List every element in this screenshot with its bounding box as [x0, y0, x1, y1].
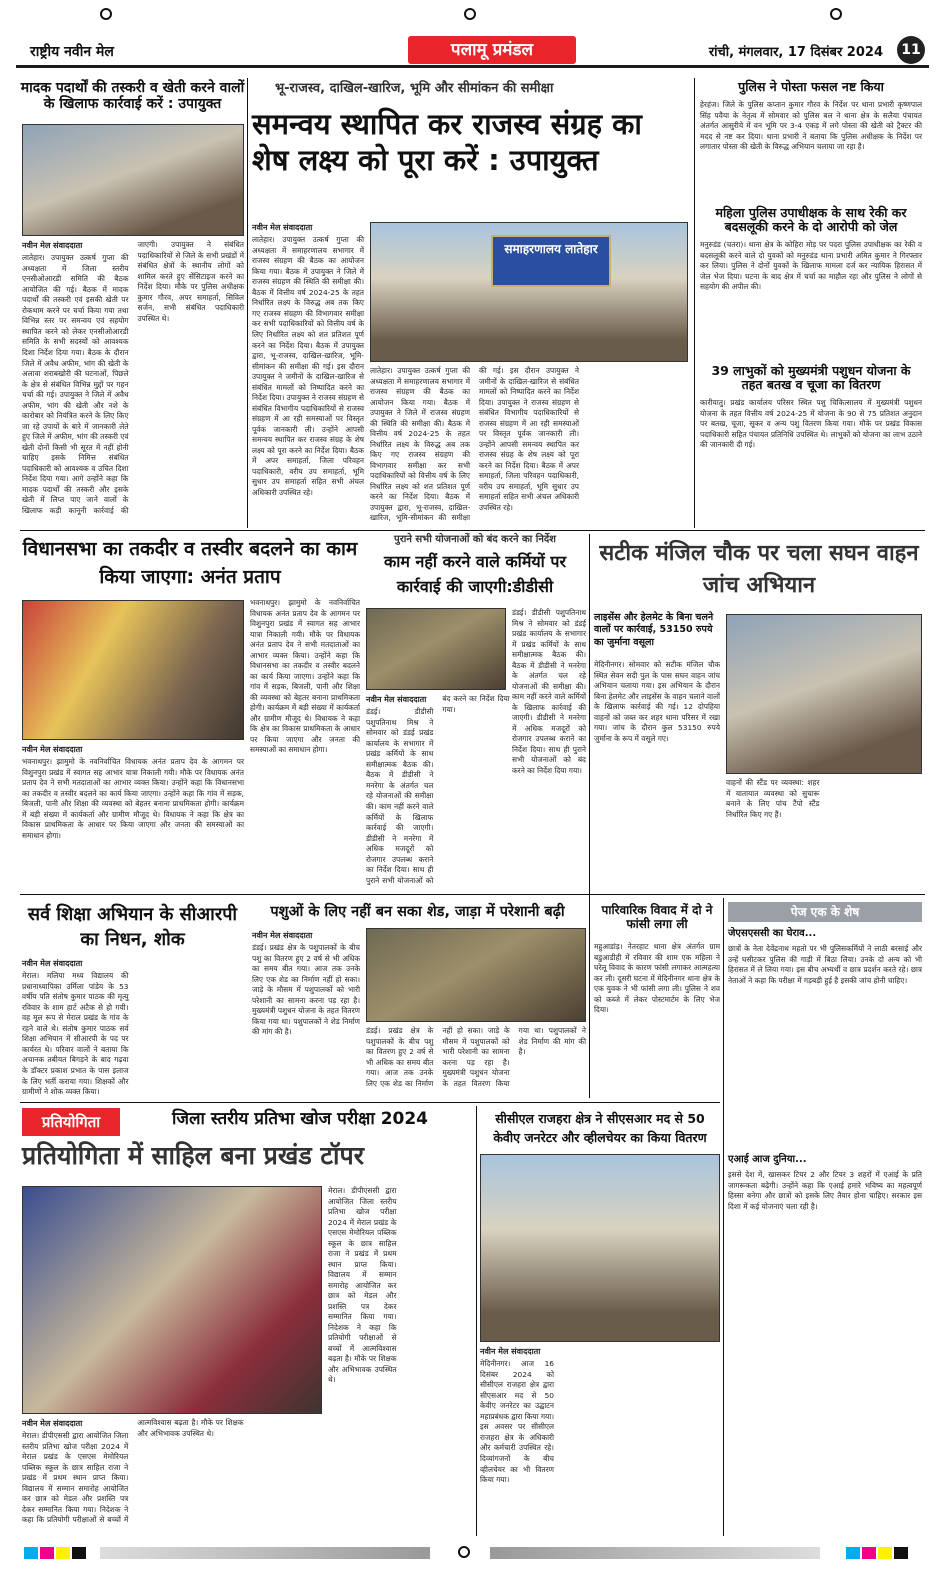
- story2-text-cont: लातेहार। उपायुक्त उत्कर्ष गुप्ता की अध्यक्षता में समाहरणालय सभागार में राजस्व संग्रहण की बैठक का आयोजन किया गया। बैठक में उपायुक्त ने जिले में राजस्व संग्रहण की स्थिति की समीक्षा की। बैठक में वित्तीय वर्ष 2024-25 के तहत निर्धारित लक्ष्य के विरुद्ध अब तक किए गए राजस्व संग्रहण की विभागवार समीक्षा कर सभी पदाधिकारियों को वित्तीय वर्ष के लिए निर्धारित लक्ष्य को शत प्रतिशत पूर्ण करने का निर्देश दिया। बैठक में उपायुक्त द्वारा, भू-राजस्व, दाखिल-खारिज, भूमि-सीमांकन की समीक्षा की गई। इस दौरान उपायुक्त ने जमीनों के दाखिल-खारिज से संबंधित मामलों को निष्पादित करने का निर्देश दिया। उपायुक्त ने राजस्व संग्रहण से संबंधित विभागीय पदाधिकारियों से राजस्व संग्रहण में आ रही समस्याओं पर विस्तृत पूर्वक जानकारी ली। उन्होंने आपसी समन्वय स्थापित कर राजस्व संग्रह के शेष लक्ष्य को पूरा करने का निर्देश दिया। बैठक में अपर समाहर्ता, जिला परिवहन पदाधिकारी, वरीय उप समाहर्ता, भूमि सुधार उप समाहर्ता सहित सभी अंचल अधिकारी उपस्थित रहे।: [370, 366, 579, 523]
- column-rule: [247, 78, 248, 528]
- story5-body: कारीयातु। प्रखंड कार्यालय परिसर स्थित पशु चिकित्सालय में मुख्यमंत्री पशुधन योजना के तहत वित्तीय वर्ष 2024-25 में योजना के 90 से 75 प्रतिशत अनुदान पर बतख, चूजा, सूकर व अन्य पशु वितरण किया गया। मौके पर प्रखंड विकास पदाधिकारी सहित पंचायत प्रतिनिधि उपस्थित थे। लाभुकों को योजना का लाभ उठाने की जानकारी दी गई।: [700, 398, 922, 450]
- color-bar-yellow: [878, 1547, 892, 1559]
- page-one-item2-body: इससे देश में, खासकर टियर 2 और टियर 3 शहरों में एआई के प्रति जागरूकता बढ़ेगी। उन्होंने कहा कि एआई हमारे भविष्य का महत्वपूर्ण हिस्सा बनेगा और छात्रों को इसके लिए तैयार होना चाहिए। सरकार इस दिशा में कई योजनाएं चला रही है।: [728, 1170, 922, 1211]
- story12-body: [22, 1418, 474, 1534]
- story1-body: [22, 240, 244, 526]
- column-rule: [476, 1106, 477, 1536]
- story12-tab: प्रतियोगिता: [22, 1108, 120, 1136]
- divider: [20, 1102, 720, 1103]
- story4-body: मनुरुडंड (चतरा)। थाना क्षेत्र के कोहिरा मोड़ पर पदरा पुलिस उपाधीक्षक का रेकी व बदसलूकी करने वाले दो युवकों को मनुरुडंड थाना प्रभारी अमित कुमार ने गिरफ्तार कर लिया। पुलिस ने दोनों युवकों के खिलाफ मामला दर्ज कर न्यायिक हिरासत में जेल भेज दिया। घटना के बाद क्षेत्र में चर्चा का माहौल रहा और पुलिस ने लोगों से सहयोग की अपील की।: [700, 240, 922, 292]
- story13-byline: नवीन मेल संवाददाता: [480, 1347, 541, 1356]
- story7-body-side: डंडई। डीडीसी पशुपतिनाथ मिश्र ने सोमवार को डंडई प्रखंड कार्यालय के सभागार में प्रखंड कर्मियों के साथ समीक्षात्मक बैठक की। बैठक में डीडीसी ने मनरेगा के अंतर्गत चल रहे योजनाओं की समीक्षा की। काम नहीं करने वाले कर्मियों के खिलाफ कार्रवाई की जाएगी। डीडीसी ने मनरेगा में अधिक मजदूरों को रोजगार उपलब्ध कराने का निर्देश दिया। साथ ही पुराने सभी योजनाओं को बंद करने का निर्देश दिया गया।: [512, 608, 586, 775]
- page-one-item1-body: छात्रों के नेता देवेंद्रनाथ महतो पर भी पुलिसकर्मियों ने लाठी बरसाई और उन्हें घसीटकर पुलिस की गाड़ी में बिठा लिया। उनके दो अन्य को भी हिरासत में ले लिया गया। इस बीच अभ्यर्थी व छात्र प्रदर्शन करते रहे। छात्र नेताओं ने कहा कि परीक्षा में गड़बड़ी हुई है इसकी जांच होनी चाहिए।: [728, 944, 922, 985]
- story6-body-cont: भवनाथपुर। झामुमो के नवनिर्वाचित विधायक अनंत प्रताप देव के आगमन पर विशुनपुरा प्रखंड में स्वागत सह आभार यात्रा निकाली गयी। मौके पर विधायक अनंत प्रताप देव ने सभी मतदाताओं का आभार व्यक्त किया। उन्होंने कहा कि विधानसभा का तकदीर व तस्वीर बदलने का कार्य किया जाएगा। उन्होंने कहा कि गांव में सड़क, बिजली, पानी और शिक्षा की व्यवस्था को बेहतर बनाना प्राथमिकता होगी। कार्यक्रम में बड़ी संख्या में कार्यकर्ता और ग्रामीण मौजूद थे। विधायक ने कहा कि क्षेत्र का विकास प्राथमिकता के आधार पर किया जाएगा और जनता की समस्याओं का समाधान होगा।: [250, 598, 360, 755]
- story10-text: डंडई। प्रखंड क्षेत्र के पशुपालकों के बीच पशु का वितरण हुए 2 वर्ष से भी अधिक का समय बीत गया। आज तक उनके लिए एक शेड का निर्माण नहीं हो सका। जाड़े के मौसम में पशुपालकों को भारी परेशानी का सामना करना पड़ रहा है। मुख्यमंत्री पशुधन योजना के तहत वितरण किया गया था। पशुपालकों ने शेड निर्माण की मांग की है।: [252, 943, 360, 1037]
- story10-byline: नवीन मेल संवाददाता: [252, 931, 313, 940]
- page-one-box-title: पेज एक के शेष: [728, 902, 922, 922]
- color-bar-magenta: [862, 1547, 876, 1559]
- story2-headline: समन्वय स्थापित कर राजस्व संग्रह का शेष लक्ष्य को पूरा करें : उपायुक्त: [252, 107, 642, 178]
- story7-photo: [366, 608, 506, 690]
- story2-byline: नवीन मेल संवाददाता: [252, 223, 313, 232]
- story11-headline: पारिवारिक विवाद में दो ने फांसी लगा ली: [601, 903, 713, 931]
- column-rule: [589, 534, 590, 1098]
- story7-body: [366, 694, 586, 892]
- story9-body: [22, 958, 244, 1098]
- column-rule: [723, 898, 724, 1536]
- color-bar-cyan: [24, 1547, 38, 1559]
- story8-subhead: लाइसेंस और हेलमेट के बिना चलने वालों पर कार्रवाई, 53150 रुपये का जुर्माना वसूला: [594, 612, 714, 648]
- story6-byline: नवीन मेल संवाददाता: [22, 745, 83, 754]
- story6-body: [22, 744, 244, 892]
- divider: [20, 894, 925, 895]
- column-rule: [694, 78, 695, 528]
- color-bar-black: [72, 1547, 86, 1559]
- registration-mark-bottom: [458, 1546, 470, 1558]
- story3-body: हेरहंज। जिले के पुलिस कप्तान कुमार गौरव के निर्देश पर थाना प्रभारी कृष्णपाल सिंह पवैया के नेतृत्व में सोमवार को पुलिस बल ने थाना क्षेत्र के सलैया पंचायत अंतर्गत आसुरीये में वन भूमि पर 3-4 एकड़ में लगे पोस्ता की खेती को ट्रैक्टर की मदद से नष्ट कर दिया। थाना प्रभारी ने बताया कि पुलिस अधीक्षक के निर्देश पर लगातार पोस्ता की खेती के विरुद्ध अभियान चलाया जा रहा है।: [700, 100, 922, 152]
- color-bar-black: [894, 1547, 908, 1559]
- story10-headline: पशुओं के लिए नहीं बन सका शेड, जाड़ा में परेशानी बढ़ी: [270, 904, 565, 920]
- story8-body-cont: वाहनों की स्टैंड पर व्यवस्था: शहर में यातायात व्यवस्था को सुचारू बनाने के लिए पांच टैंपो स्टैंड निर्धारित किए गए हैं।: [726, 778, 820, 819]
- grey-scale-bar: [490, 1547, 820, 1559]
- story7-byline: नवीन मेल संवाददाता: [366, 695, 427, 704]
- story2-kicker: भू-राजस्व, दाखिल-खारिज, भूमि और सीमांकन की समीक्षा: [275, 81, 554, 96]
- story9-headline: सर्व शिक्षा अभियान के सीआरपी का निधन, शोक: [27, 904, 238, 951]
- color-bar-cyan: [846, 1547, 860, 1559]
- story13-body: [480, 1346, 720, 1534]
- section-title: पलामू प्रमंडल: [408, 36, 576, 64]
- story8-body: मेदिनीनगर। सोमवार को सटीक मंजिल चौक स्थित सेवन सदी पुल के पास सघन वाहन जांच अभियान चलाया गया। इस अभियान के दौरान बिना हेलमेट और लाइसेंस के वाहन चलाने वालों के खिलाफ कार्रवाई की गई। 12 दोपहिया वाहनों को जब्त कर शहर थाना परिसर में रखा गया। जांच के दौरान कुल 53150 रुपये जुर्माना के रूप में वसूले गए।: [594, 660, 720, 743]
- story12-photo: [22, 1186, 322, 1414]
- grey-scale-bar: [100, 1547, 430, 1559]
- story12-body-side: मेराल। डीपीएससी द्वारा आयोजित जिला स्तरीय प्रतिभा खोज परीक्षा 2024 में मेराल प्रखंड के एसएस मेमोरियल पब्लिक स्कूल के छात्र साहिल राजा ने प्रखंड में प्रथम स्थान प्राप्त किया। विद्यालय में सम्मान समारोह आयोजित कर छात्र को मेडल और प्रशस्ति पत्र देकर सम्मानित किया गया। निदेशक ने कहा कि प्रतियोगी परीक्षाओं से बच्चों में आत्मविश्वास बढ़ता है। मौके पर शिक्षक और अभिभावक उपस्थित थे।: [328, 1186, 397, 1385]
- story2-text: लातेहार। उपायुक्त उत्कर्ष गुप्ता की अध्यक्षता में समाहरणालय सभागार में राजस्व संग्रहण की बैठक का आयोजन किया गया। बैठक में उपायुक्त ने जिले में राजस्व संग्रहण की स्थिति की समीक्षा की। बैठक में वित्तीय वर्ष 2024-25 के तहत निर्धारित लक्ष्य के विरुद्ध अब तक किए गए राजस्व संग्रहण की विभागवार समीक्षा कर सभी पदाधिकारियों को वित्तीय वर्ष के लिए निर्धारित लक्ष्य को शत प्रतिशत पूर्ण करने का निर्देश दिया। बैठक में उपायुक्त द्वारा, भू-राजस्व, दाखिल-खारिज, भूमि-सीमांकन की समीक्षा की गई। इस दौरान उपायुक्त ने जमीनों के दाखिल-खारिज से संबंधित मामलों को निष्पादित करने का निर्देश दिया। उपायुक्त ने राजस्व संग्रहण से संबंधित विभागीय पदाधिकारियों से राजस्व संग्रहण में आ रही समस्याओं पर विस्तृत पूर्वक जानकारी ली। उन्होंने आपसी समन्वय स्थापित कर राजस्व संग्रह के शेष लक्ष्य को पूरा करने का निर्देश दिया। बैठक में अपर समाहर्ता, जिला परिवहन पदाधिकारी, वरीय उप समाहर्ता, भूमि सुधार उप समाहर्ता सहित सभी अंचल अधिकारी उपस्थित रहे।: [252, 235, 364, 497]
- story12-text: मेराल। डीपीएससी द्वारा आयोजित जिला स्तरीय प्रतिभा खोज परीक्षा 2024 में मेराल प्रखंड के एसएस मेमोरियल पब्लिक स्कूल के छात्र साहिल राजा ने प्रखंड में प्रथम स्थान प्राप्त किया। विद्यालय में सम्मान समारोह आयोजित कर छात्र को मेडल और प्रशस्ति पत्र देकर सम्मानित किया गया। निदेशक ने कहा कि प्रतियोगी परीक्षाओं से बच्चों में आत्मविश्वास बढ़ता है। मौके पर शिक्षक और अभिभावक उपस्थित थे।: [22, 1418, 244, 1525]
- page-one-item2-title: एआई आज दुनिया...: [728, 1154, 807, 1165]
- masthead: [16, 34, 929, 68]
- story6-headline: विधानसभा का तकदीर व तस्वीर बदलने का काम किया जाएगा: अनंत प्रताप: [22, 538, 358, 588]
- story1-photo: [22, 124, 244, 236]
- page-number: 11: [897, 36, 925, 64]
- story2-body-col1: [252, 222, 364, 526]
- paper-name: राष्ट्रीय नवीन मेल: [30, 44, 114, 60]
- story8-headline: सटीक मंजिल चौक पर चला सघन वाहन जांच अभियान: [599, 541, 919, 598]
- story2-body-cont: [370, 366, 688, 526]
- story2-photo: [370, 222, 688, 362]
- story7-kicker: पुराने सभी योजनाओं को बंद करने का निर्देश: [394, 534, 556, 545]
- story3-headline: पुलिस ने पोस्ता फसल नष्ट किया: [738, 79, 884, 94]
- story10-body: [252, 930, 360, 1098]
- story12-headline: प्रतियोगिता में साहिल बना प्रखंड टॉपर: [22, 1141, 364, 1170]
- story8-photo: [726, 614, 922, 774]
- story1-byline: नवीन मेल संवाददाता: [22, 241, 83, 250]
- registration-mark-center: [464, 8, 476, 20]
- dateline: रांची, मंगलवार, 17 दिसंबर 2024: [708, 45, 883, 60]
- story1-headline: मादक पदार्थों की तस्करी व खेती करने वालों के खिलाफ कार्रवाई करें : उपायुक्त: [20, 80, 245, 113]
- story12-kicker: जिला स्तरीय प्रतिभा खोज परीक्षा 2024: [171, 1109, 429, 1129]
- story11-body: महुआडांड़। नेतरहाट थाना क्षेत्र अंतर्गत ग्राम बडुआडीही में रविवार की शाम एक महिला ने घरेलू विवाद के कारण फांसी लगाकर आत्महत्या कर ली। दूसरी घटना में मेदिनीनगर थाना क्षेत्र के एक युवक ने भी फांसी लगा ली। पुलिस ने शव को कब्जे में लेकर पोस्टमार्टम के लिए भेज दिया।: [594, 942, 720, 1015]
- story4-headline: महिला पुलिस उपाधीक्षक के साथ रेकी कर बदसलूकी करने के दो आरोपी को जेल: [715, 205, 907, 235]
- collectorate-sign: समाहरणालय लातेहार: [491, 235, 611, 287]
- registration-mark-right: [830, 8, 842, 20]
- story9-byline: नवीन मेल संवाददाता: [22, 959, 83, 968]
- story13-text: मेदिनीनगर। आज 16 दिसंबर 2024 को सीसीएल राजहरा क्षेत्र द्वारा सीएसआर मद से 50 केवीए जनरेटर का उद्घाटन महाप्रबंधक द्वारा किया गया। इस अवसर पर सीसीएल राजहरा क्षेत्र के अधिकारी और कर्मचारी उपस्थित रहे। दिव्यांगजनों के बीच व्हीलचेयर का भी वितरण किया गया।: [480, 1359, 555, 1485]
- story6-text: भवनाथपुर। झामुमो के नवनिर्वाचित विधायक अनंत प्रताप देव के आगमन पर विशुनपुरा प्रखंड में स्वागत सह आभार यात्रा निकाली गयी। मौके पर विधायक अनंत प्रताप देव ने सभी मतदाताओं का आभार व्यक्त किया। उन्होंने कहा कि विधानसभा का तकदीर व तस्वीर बदलने का कार्य किया जाएगा। उन्होंने कहा कि गांव में सड़क, बिजली, पानी और शिक्षा की व्यवस्था को बेहतर बनाना प्राथमिकता होगी। कार्यक्रम में बड़ी संख्या में कार्यकर्ता और ग्रामीण मौजूद थे। विधायक ने कहा कि क्षेत्र का विकास प्राथमिकता के आधार पर किया जाएगा और जनता की समस्याओं का समाधान होगा।: [22, 757, 244, 840]
- story10-body-cont: डंडई। प्रखंड क्षेत्र के पशुपालकों के बीच पशु का वितरण हुए 2 वर्ष से भी अधिक का समय बीत गया। आज तक उनके लिए एक शेड का निर्माण नहीं हो सका। जाड़े के मौसम में पशुपालकों को भारी परेशानी का सामना करना पड़ रहा है। मुख्यमंत्री पशुधन योजना के तहत वितरण किया गया था। पशुपालकों ने शेड निर्माण की मांग की है।: [366, 1026, 586, 1088]
- story13-photo: [480, 1154, 720, 1342]
- color-bar-magenta: [40, 1547, 54, 1559]
- registration-mark-left: [100, 8, 112, 20]
- color-bar-yellow: [56, 1547, 70, 1559]
- story5-headline: 39 लाभुकों को मुख्यमंत्री पशुधन योजना के तहत बतख व चूजा का वितरण: [711, 363, 911, 393]
- story12-byline: नवीन मेल संवाददाता: [22, 1419, 83, 1428]
- story9-text: मेराल। मलिया मध्य विद्यालय की प्रधानाध्यापिका उर्मिला पांडेय के 53 वर्षीय पति संतोष कुमार पाठक की मृत्यु रविवार के शाम हार्ट अटैक से हो गयी। वह मूल रूप से मेराल प्रखंड के गांव के रहने वाले थे। संतोष कुमार पाठक सर्व शिक्षा अभियान में सीआरपी के पद पर कार्यरत थे। परिवार वालों ने बताया कि अचानक तबीयत बिगड़ने के बाद गढ़वा के डॉक्टर प्रकाश प्रभात के पास इलाज के लिए भर्ती कराया गया। शिक्षकों और ग्रामीणों ने शोक व्यक्त किया।: [22, 971, 129, 1097]
- page-one-item1-title: जेएसएससी का घेराव...: [728, 928, 817, 939]
- story7-text: डंडई। डीडीसी पशुपतिनाथ मिश्र ने सोमवार को डंडई प्रखंड कार्यालय के सभागार में प्रखंड कर्मियों के साथ समीक्षात्मक बैठक की। बैठक में डीडीसी ने मनरेगा के अंतर्गत चल रहे योजनाओं की समीक्षा की। काम नहीं करने वाले कर्मियों के खिलाफ कार्रवाई की जाएगी। डीडीसी ने मनरेगा में अधिक मजदूरों को रोजगार उपलब्ध कराने का निर्देश दिया। साथ ही पुराने सभी योजनाओं को बंद करने का निर्देश दिया गया।: [366, 694, 510, 885]
- story7-headline: काम नहीं करने वाले कर्मियों पर कार्रवाई की जाएगी:डीडीसी: [383, 552, 567, 596]
- story13-headline: सीसीएल राजहरा क्षेत्र ने सीएसआर मद से 50 केवीए जनरेटर और व्हीलचेयर का किया वितरण: [493, 1111, 707, 1145]
- story6-photo: [22, 600, 244, 740]
- story1-text: लातेहार। उपायुक्त उत्कर्ष गुप्ता की अध्यक्षता में जिला स्तरीय एनसीओआरडी समिति की बैठक आयोजित की गई। बैठक में मादक पदार्थों की तस्करी एवं इसकी खेती पर रोकथाम करने पर चर्चा किया गया तथा विभिन्न स्तर पर समन्वय एवं सहयोग स्थापित करने को लेकर एनसीओआरडी समिति के सभी सदस्यों को आवश्यक दिशा निर्देश दिया गया। बैठक के दौरान जिले में अवैध अफीम, भांग की खेती के अलावा शराबखोरी की घटनाओं, पिछले के क्षेत्र से संबंधित विभिन्न मुद्दों पर गहन चर्चा की गई। उपायुक्त ने जिले में अवैध अफीम, भांग की खेती और नशे के कारोबार को नियंत्रित करने के लिए किए जा रहे उपायों के बारे में जानकारी लेते हुए जिले में अफीम, भांग की तस्करी एवं खेती दोनों किसी भी सूरत में नहीं होनी चाहिए इसके निमित्त संबंधित पदाधिकारी को आवश्यक व उचित दिशा निर्देश दिया गया। आगे उन्होंने कहा कि मादक पदार्थों की तस्करी और इसके खेती में लिप्त पाए जाने वालों के खिलाफ कड़ी कानूनी कार्रवाई की जाएगी। उपायुक्त ने संबंधित पदाधिकारियों से जिले के सभी प्रखंडों में संबंधित क्षेत्रों के स्थानीय लोगों को शामिल करते हुए सेंसिटाइज करने का निर्देश दिया। मौके पर पुलिस अधीक्षक कुमार गौरव, अपर समाहर्ता, सिविल सर्जन, सभी संबंधित पदाधिकारी उपस्थित थे।: [22, 240, 244, 515]
- divider: [20, 530, 925, 531]
- story10-photo: [366, 928, 586, 1022]
